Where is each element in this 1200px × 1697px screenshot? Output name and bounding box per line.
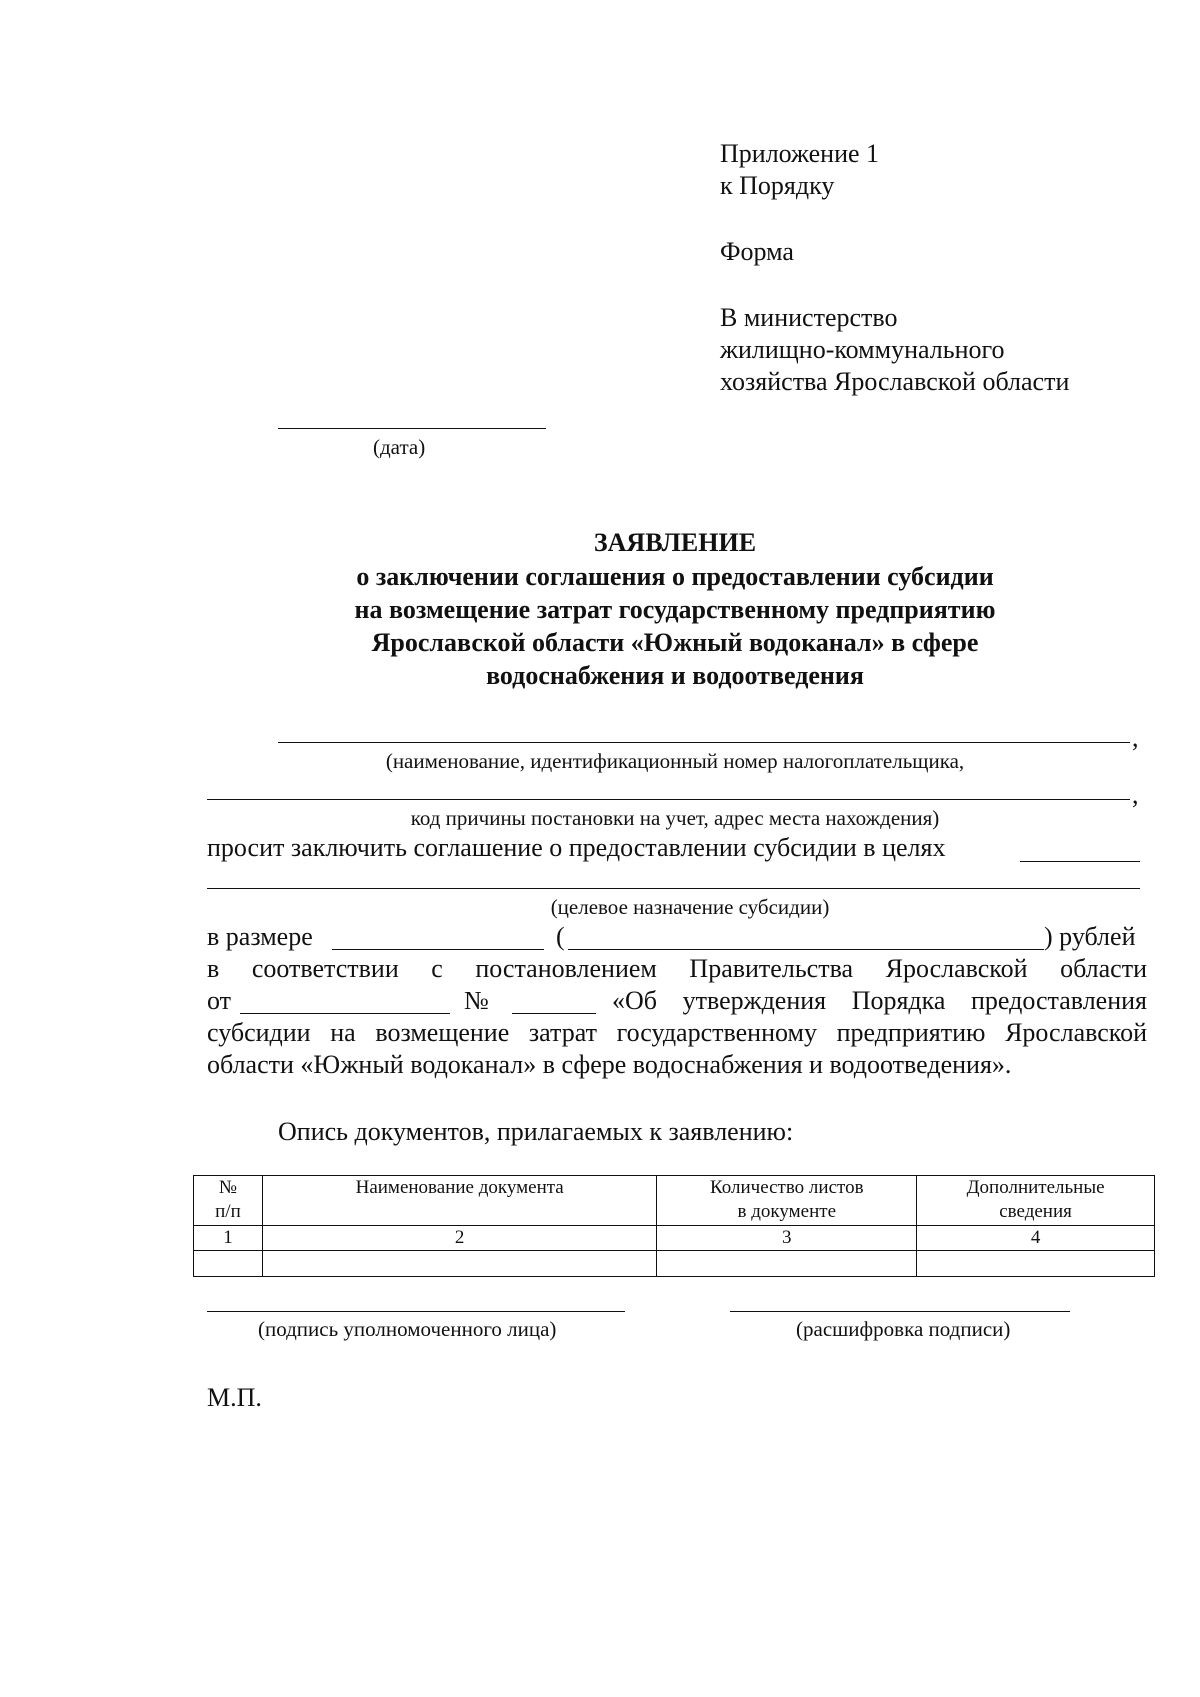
signature-decoding-caption: (расшифровка подписи) [796,1317,1011,1341]
signature-decoding-blank-line [730,1311,1070,1312]
title-line-3: Ярославской области «Южный водоканал» в сфере [371,628,979,657]
table-cell[interactable] [194,1251,263,1277]
decree-title-start: «Об утверждения Порядка предоставления [612,986,1147,1015]
signature-caption: (подпись уполномоченного лица) [258,1317,557,1341]
title-line-1: о заключении соглашения о предоставлении субсидии [356,562,994,591]
column-header-additional-info [917,1176,1155,1226]
numbering-cell: 2 [262,1226,657,1251]
annex-label: Приложение 1 [720,139,880,168]
applicant-details-blank-line [207,799,1130,800]
inventory-heading: Опись документов, прилагаемых к заявлению: [278,1117,794,1146]
purpose-blank-line-2 [207,888,1140,889]
amount-open-paren: ( [556,922,565,951]
form-label: Форма [720,237,794,266]
table-numbering-row [194,1226,1155,1251]
addressee-line-1: В министерство [720,303,898,332]
table-header-row [194,1176,1155,1226]
column-header-number-line-1: № [218,1177,238,1198]
date-blank-line [278,428,546,429]
decree-number-sign: № [464,986,489,1015]
column-header-number-line-2: п/п [215,1201,241,1222]
accordance-text: в соответствии с постановлением Правительства Ярославской области [207,954,1147,983]
decree-from-label: от [207,986,232,1015]
applicant-comma-2: , [1132,780,1139,809]
purpose-blank-line-1 [1020,861,1140,862]
purpose-caption: (целевое назначение субсидии) [550,895,830,919]
amount-digits-blank-line [332,949,544,950]
signature-blank-line [207,1311,625,1312]
applicant-caption-1: (наименование, идентификационный номер налогоплательщика, [385,749,965,773]
applicant-name-blank-line [278,742,1130,743]
decree-date-blank-line [240,1013,450,1014]
stamp-place-label: М.П. [207,1383,262,1412]
numbering-cell: 1 [194,1226,263,1251]
request-text: просит заключить соглашение о предоставлении субсидии в целях [207,833,946,862]
table-cell[interactable] [657,1251,917,1277]
amount-prefix: в размере [207,922,313,951]
column-header-sheet-count [657,1176,917,1226]
amount-suffix: ) рублей [1044,922,1136,951]
documents-table [193,1175,1155,1277]
table-row [194,1251,1155,1277]
numbering-cell: 3 [657,1226,917,1251]
column-header-sheet-count-line-2: в документе [737,1201,837,1222]
column-header-document-name-line-1: Наименование документа [355,1177,564,1198]
applicant-comma-1: , [1132,723,1139,752]
applicant-caption-2: код причины постановки на учет, адрес места нахождения) [410,806,940,830]
date-caption: (дата) [373,435,426,459]
column-header-document-name [262,1176,657,1226]
column-header-number [194,1176,263,1226]
addressee-line-2: жилищно-коммунального [720,335,1005,364]
numbering-cell: 4 [917,1226,1155,1251]
addressee-line-3: хозяйства Ярославской области [720,367,1070,396]
order-reference: к Порядку [720,171,835,200]
column-header-additional-info-line-1: Дополнительные [966,1177,1105,1198]
title-line-2: на возмещение затрат государственному предприятию [354,595,996,624]
table-cell[interactable] [917,1251,1155,1277]
column-header-additional-info-line-2: сведения [999,1201,1072,1222]
decree-number-blank-line [512,1013,596,1014]
title-line-4: водоснабжения и водоотведения [486,661,864,690]
decree-title-line-2: субсидии на возмещение затрат государственному предприятию Ярославской [207,1018,1147,1047]
decree-title-line-3: области «Южный водоканал» в сфере водоснабжения и водоотведения». [207,1050,1012,1079]
table-cell[interactable] [262,1251,657,1277]
column-header-sheet-count-line-1: Количество листов [710,1177,864,1198]
amount-words-blank-line [568,949,1044,950]
document-title: ЗАЯВЛЕНИЕ [593,528,757,557]
